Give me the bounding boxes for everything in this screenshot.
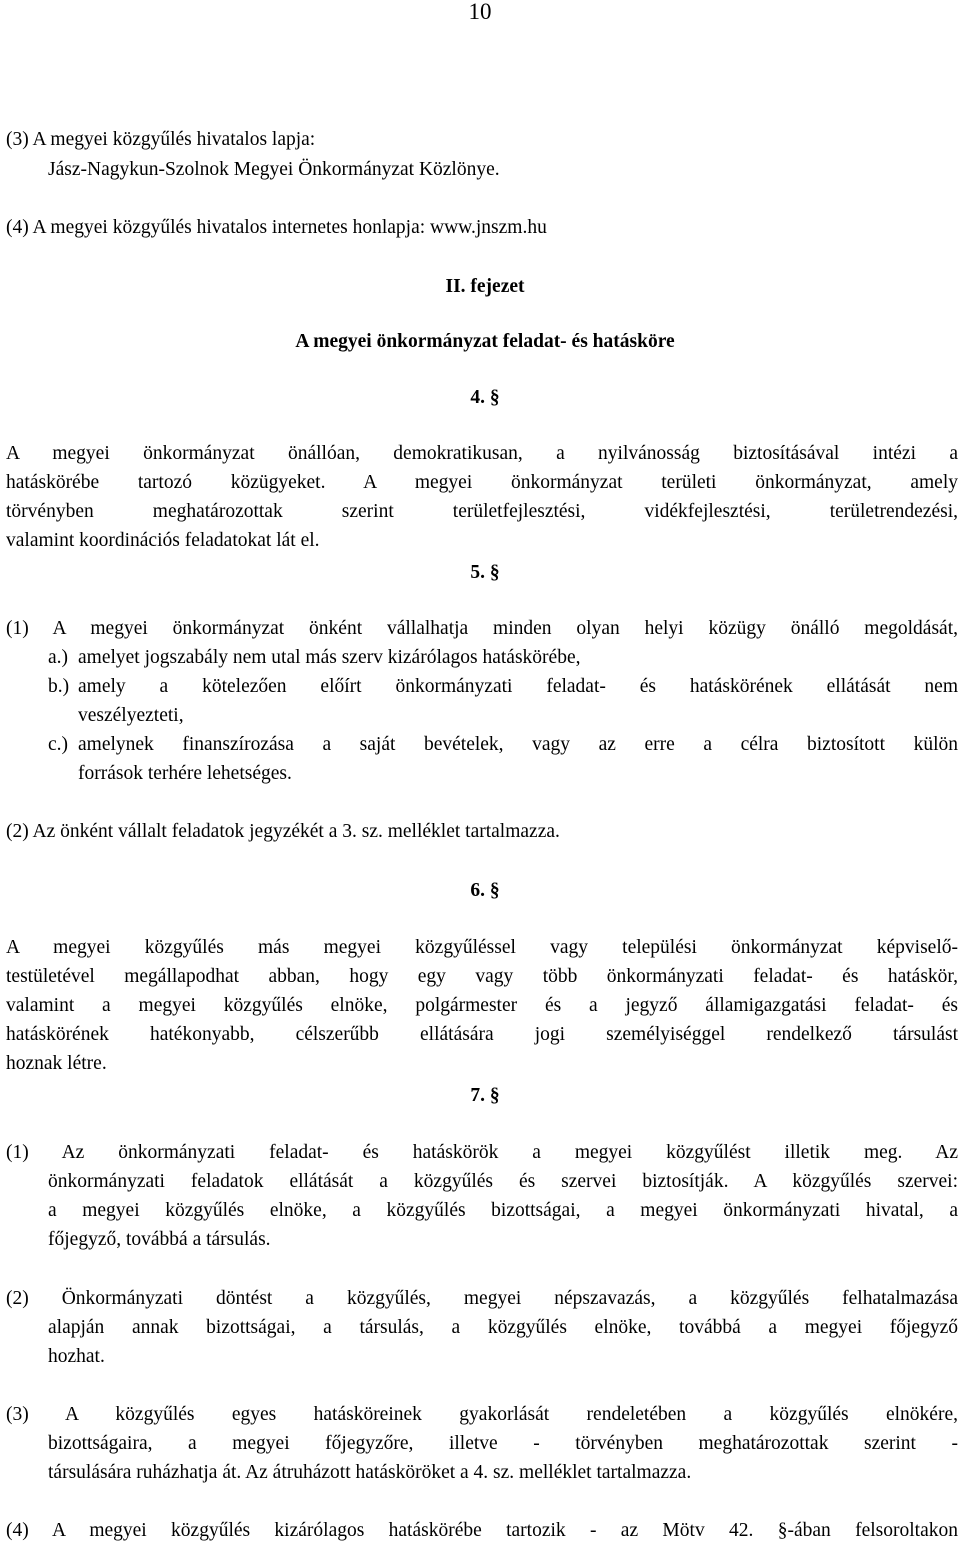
section-4-line-2: hatáskörébe tartozó közügyeket. A megyei önkormányzat területi önkormányzat, amely (6, 472, 958, 493)
section-7-p2-line-1: (2) Önkormányzati döntést a közgyűlés, megyei népszavazás, a közgyűlés felhatalmazása (6, 1288, 958, 1309)
section-6-line-3: valamint a megyei közgyűlés elnöke, polgármester és a jegyző államigazgatási feladat- és (6, 995, 958, 1016)
section-7-p2-line-3: hozhat. (48, 1346, 105, 1367)
section-5-paragraph-2: (2) Az önként vállalt feladatok jegyzékét a 3. sz. melléklet tartalmazza. (6, 821, 560, 842)
paragraph-3-line-2: Jász-Nagykun-Szolnok Megyei Önkormányzat Közlönye. (48, 159, 500, 180)
item-a-label: a.) (48, 647, 69, 668)
section-4-line-4: valamint koordinációs feladatokat lát el. (6, 530, 320, 551)
section-6-line-2: testületével megállapodhat abban, hogy egy vagy több önkormányzati feladat- és hatáskör, (6, 966, 958, 987)
section-7-p1-line-4: főjegyző, továbbá a társulás. (48, 1229, 271, 1250)
section-7-p3-line-1: (3) A közgyűlés egyes hatásköreinek gyakorlását rendeletében a közgyűlés elnökére, (6, 1404, 958, 1425)
section-6-line-4: hatáskörének hatékonyabb, célszerűbb ellátására jogi személyiséggel rendelkező társulást (6, 1024, 958, 1045)
section-5-heading: 5. § (470, 562, 500, 583)
paragraph-4: (4) A megyei közgyűlés hivatalos internetes honlapja: www.jnszm.hu (6, 217, 547, 238)
item-b-line-1: amely a kötelezően előírt önkormányzati feladat- és hatáskörének ellátását nem (78, 676, 958, 697)
item-b-line-2: veszélyezteti, (78, 705, 184, 726)
item-b-label: b.) (48, 676, 70, 697)
page-number: 10 (468, 0, 492, 24)
item-c-label: c.) (48, 734, 69, 755)
section-6-line-5: hoznak létre. (6, 1053, 107, 1074)
section-4-heading: 4. § (470, 387, 500, 408)
section-6-line-1: A megyei közgyűlés más megyei közgyűléssel vagy települési önkormányzat képviselő- (6, 937, 958, 958)
item-c-line-1: amelynek finanszírozása a saját bevételek, vagy az erre a célra biztosított külön (78, 734, 958, 755)
chapter-number: II. fejezet (445, 276, 525, 297)
chapter-title: A megyei önkormányzat feladat- és hatásköre (295, 331, 675, 352)
section-5-paragraph-1: (1) A megyei önkormányzat önként vállalhatja minden olyan helyi közügy önálló megoldását, (6, 618, 958, 639)
section-6-heading: 6. § (470, 880, 500, 901)
section-7-heading: 7. § (470, 1085, 500, 1106)
paragraph-3-line-1: (3) A megyei közgyűlés hivatalos lapja: (6, 129, 316, 150)
item-a-text: amelyet jogszabály nem utal más szerv kizárólagos hatáskörébe, (78, 647, 581, 668)
section-7-p3-line-3: társulására ruházhatja át. Az átruházott hatásköröket a 4. sz. melléklet tartalmazza. (48, 1462, 692, 1483)
section-7-p1-line-2: önkormányzati feladatok ellátását a közgyűlés és szervei biztosítják. A közgyűlés szervei: (48, 1171, 958, 1192)
section-7-p1-line-3: a megyei közgyűlés elnöke, a közgyűlés bizottságai, a megyei önkormányzati hivatal, a (48, 1200, 958, 1221)
section-7-p2-line-2: alapján annak bizottságai, a társulás, a közgyűlés elnöke, továbbá a megyei főjegyző (48, 1317, 958, 1338)
section-7-p4-line-1: (4) A megyei közgyűlés kizárólagos hatáskörébe tartozik - az Mötv 42. §-ában felsoroltakon (6, 1520, 958, 1541)
section-7-p3-line-2: bizottságaira, a megyei főjegyzőre, illetve - törvényben meghatározottak szerint - (48, 1433, 958, 1454)
item-c-line-2: források terhére lehetséges. (78, 763, 292, 784)
section-4-line-1: A megyei önkormányzat önállóan, demokratikusan, a nyilvánosság biztosításával intézi a (6, 443, 958, 464)
section-4-line-3: törvényben meghatározottak szerint területfejlesztési, vidékfejlesztési, területrendezési, (6, 501, 958, 522)
section-7-p1-line-1: (1) Az önkormányzati feladat- és hatáskörök a megyei közgyűlést illetik meg. Az (6, 1142, 958, 1163)
